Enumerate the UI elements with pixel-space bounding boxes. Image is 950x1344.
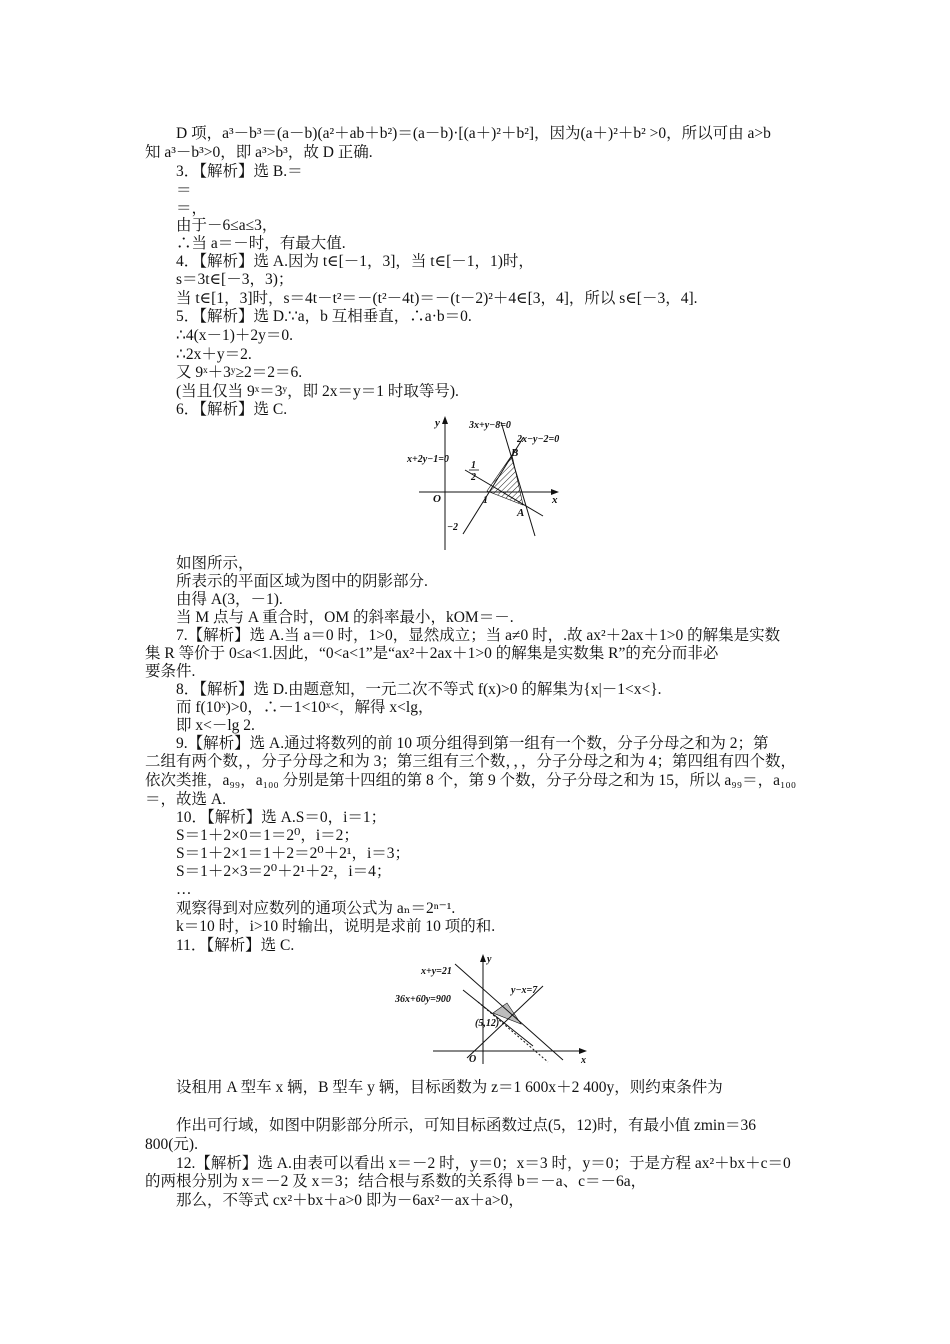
- feasible-region-figure-2: [393, 950, 593, 1068]
- text-line: 设租用 A 型车 x 辆，B 型车 y 辆，目标函数为 z＝1 600x＋2 400y，则约束条件为: [176, 1079, 723, 1096]
- text-line: 7.【解析】选 A.当 a＝0 时，1>0，显然成立；当 a≠0 时，.故 ax²＋2ax＋1>0 的解集是实数: [176, 627, 781, 644]
- point-a-label: A: [517, 507, 525, 519]
- shaded-region: [487, 455, 523, 505]
- text-line: 11．【解析】选 C.: [176, 937, 295, 954]
- text-line: 那么，不等式 cx²＋bx＋a>0 即为－6ax²－ax＋a>0，: [176, 1192, 524, 1209]
- objective-line-dotted: [478, 1002, 548, 1062]
- text-line: 所表示的平面区域为图中的阴影部分.: [176, 573, 428, 590]
- feasible-region-figure-1: [405, 412, 605, 554]
- text-line: 要条件.: [145, 663, 196, 680]
- text-line: 集 R 等价于 0≤a<1.因此，“0<a<1”是“ax²＋2ax＋1>0 的解集是实数集 R”的充分而非必: [145, 645, 719, 662]
- text-line: 二组有两个数，，分子分母之和为 3；第三组有三个数，，，分子分母之和为 4；第四组有四个数，: [145, 753, 797, 770]
- text-line: 由于－6≤a≤3，: [176, 217, 278, 234]
- text-line: 如图所示，: [176, 555, 254, 572]
- text-line: ∴当 a＝－时，有最大值.: [176, 235, 346, 252]
- text-line: 10．【解析】选 A.S＝0，i＝1；: [176, 809, 387, 826]
- origin-label: O: [433, 493, 441, 505]
- y-arrow: [480, 954, 486, 962]
- line-label-y-minus-x: y−x=7: [511, 985, 538, 996]
- text-line: 知 a³－b³>0，即 a³>b³，故 D 正确.: [145, 144, 373, 161]
- text-line: 4．【解析】选 A.因为 t∈[－1，3]，当 t∈[－1，1)时，: [176, 253, 534, 270]
- text-line: 6．【解析】选 C.: [176, 401, 288, 418]
- text-line: 即 x<－lg 2.: [176, 717, 255, 734]
- x-label: x: [552, 494, 558, 506]
- point-b-label: B: [511, 447, 519, 459]
- line-label-x-plus-y: x+y=21: [421, 966, 452, 977]
- text-line: ＝: [176, 182, 192, 199]
- x-label: x: [581, 1055, 586, 1066]
- text-line: 由得 A(3，－1).: [176, 591, 283, 608]
- text-line: 的两根分别为 x＝－2 及 x＝3；结合根与系数的关系得 b＝－a、c＝－6a，: [145, 1173, 647, 1190]
- line-label-x2y: x+2y−1=0: [407, 454, 449, 465]
- line-label-2x: 2x−y−2=0: [517, 434, 560, 445]
- text-line: ∴4(x－1)＋2y＝0.: [176, 327, 294, 344]
- text-line: 8．【解析】选 D.由题意知，一元二次不等式 f(x)>0 的解集为{x|－1<x<}.: [176, 681, 662, 698]
- text-line: 当 t∈[1，3]时，s＝4t－t²＝－(t²－4t)＝－(t－2)²＋4∈[3，4]，所以 s∈[－3，4].: [176, 290, 698, 307]
- point-5-12-label: (5,12): [475, 1018, 500, 1029]
- text-line: s＝3t∈[－3，3)；: [176, 271, 294, 288]
- text-line: ＝，: [176, 200, 208, 217]
- text-line: 依次类推，a₉₉，a₁₀₀ 分别是第十四组的第 8 个，第 9 个数，分子分母之和为 15，所以 a₉₉＝，a₁₀₀: [145, 772, 797, 789]
- x-arrow: [579, 1048, 587, 1054]
- text-line: 3．【解析】选 B.＝: [176, 163, 303, 180]
- figure-2-svg: [393, 950, 593, 1068]
- tick-neg2-label: −2: [447, 522, 459, 533]
- y-arrow: [442, 416, 448, 424]
- tick-half-den: 2: [471, 472, 476, 483]
- text-line: 作出可行域，如图中阴影部分所示，可知目标函数过点(5，12)时，有最小值 zmin＝36: [176, 1117, 756, 1134]
- text-line: 9.【解析】选 A.通过将数列的前 10 项分组得到第一组有一个数，分子分母之和为 2；第: [176, 735, 769, 752]
- figure-1-svg: [405, 412, 605, 554]
- text-line: S＝1＋2×1＝1＋2＝2⁰＋2¹，i＝3；: [176, 845, 411, 862]
- text-line: (当且仅当 9ˣ＝3ʸ，即 2x＝y＝1 时取等号).: [176, 383, 459, 400]
- text-line: 而 f(10ˣ)>0，∴－1<10ˣ<，解得 x<lg，: [176, 699, 434, 716]
- tick-half-num: 1: [471, 460, 476, 471]
- text-line: 5．【解析】选 D.∵a，b 互相垂直，∴a·b＝0.: [176, 308, 472, 325]
- text-line: …: [176, 881, 192, 898]
- text-line: ＝，故选 A.: [145, 791, 226, 808]
- text-line: S＝1＋2×0＝1＝2⁰，i＝2；: [176, 827, 359, 844]
- line-label-3x: 3x+y−8=0: [469, 420, 511, 431]
- tick-1-label: 1: [483, 495, 488, 506]
- text-line: k＝10 时，i>10 时输出，说明是求前 10 项的和.: [176, 918, 496, 935]
- text-line: ∴2x＋y＝2.: [176, 346, 252, 363]
- line-label-36x-60y: 36x+60y=900: [395, 994, 451, 1005]
- text-line: S＝1＋2×3＝2⁰＋2¹＋2²，i＝4；: [176, 863, 392, 880]
- line-x-plus-y-21: [455, 964, 563, 1060]
- text-line: 当 M 点与 A 重合时，OM 的斜率最小，kOM＝－.: [176, 609, 514, 626]
- text-line: 又 9ˣ＋3ʸ≥2＝2＝6.: [176, 364, 303, 381]
- y-label: y: [487, 954, 492, 965]
- text-line: 12.【解析】选 A.由表可以看出 x＝－2 时，y＝0；x＝3 时，y＝0；于是方程 ax²＋bx＋c＝0: [176, 1155, 791, 1172]
- origin-label: O: [469, 1054, 477, 1065]
- text-line: 800(元).: [145, 1136, 198, 1153]
- y-label: y: [435, 417, 440, 429]
- text-line: 观察得到对应数列的通项公式为 aₙ＝2ⁿ⁻¹.: [176, 900, 456, 917]
- text-line: D 项，a³－b³＝(a－b)(a²＋ab＋b²)＝(a－b)·[(a＋)²＋b²]，因为(a＋)²＋b² >0，所以可由 a>b: [176, 125, 771, 142]
